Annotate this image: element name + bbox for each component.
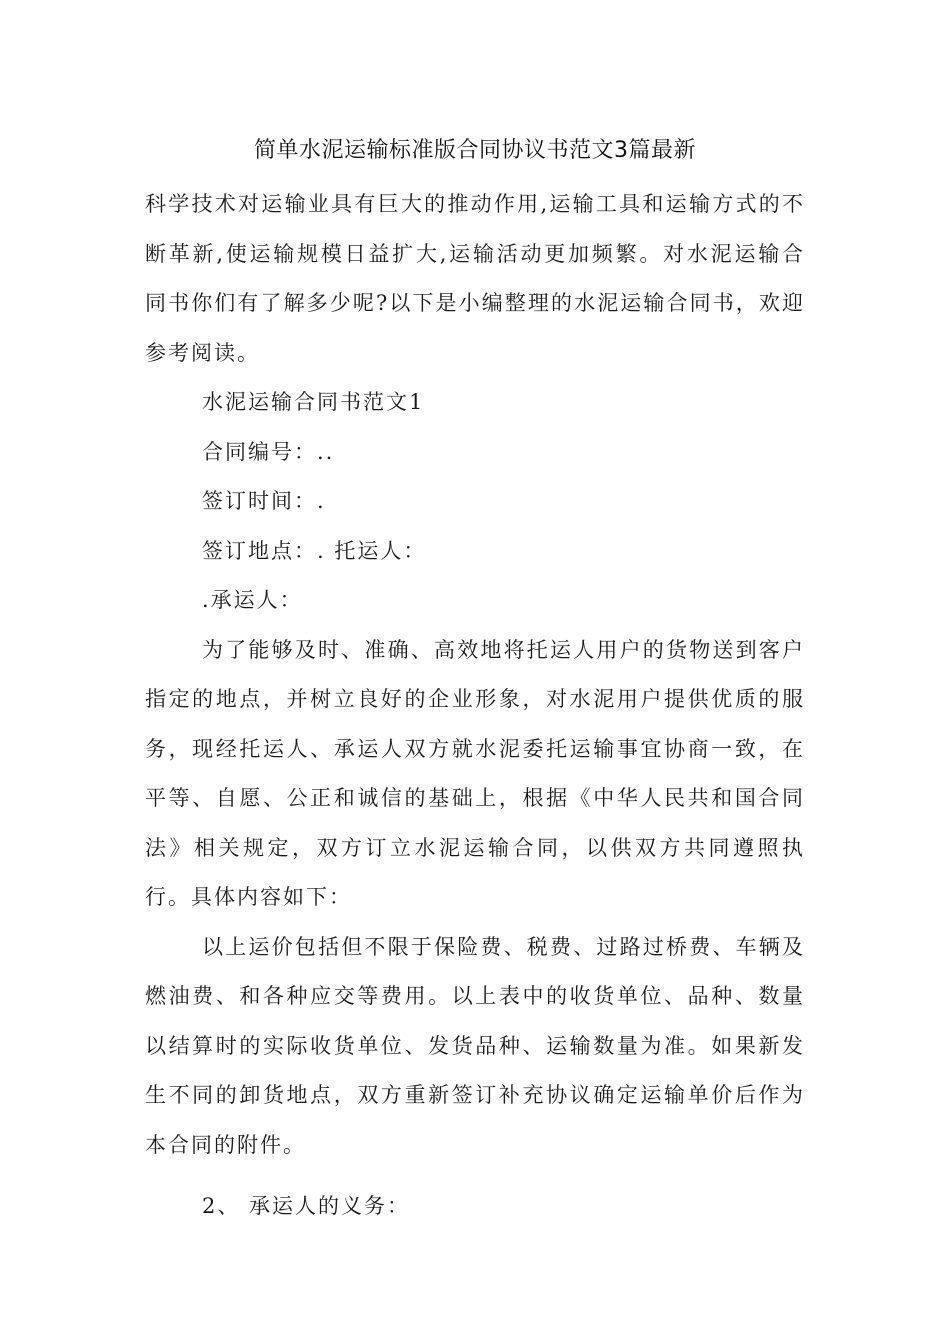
carrier-line: .承运人： (202, 588, 303, 612)
pricing-paragraph: 以上运价包括但不限于保险费、税费、过路过桥费、车辆及燃油费、和各种应交等费用。以上表中的收货单位、品种、数量以结算时的实际收货单位、发货品种、运输数量为准。如果新发生不同的卸货地点，双方重新签订补充协议确定运输单价后作为本合同的附件。 (145, 934, 805, 1157)
signing-place-line: 签订地点：. 托运人： (202, 538, 427, 563)
contract-number-line: 合同编号：.. (202, 439, 335, 464)
document-body (145, 180, 805, 1232)
purpose-paragraph: 为了能够及时、准确、高效地将托运人用户的货物送到客户指定的地点，并树立良好的企业形象，对水泥用户提供优质的服务，现经托运人、承运人双方就水泥委托运输事宜协商一致，在平等、自愿、公正和诚信的基础上，根据《中华人民共和国合同法》相关规定，双方订立水泥运输合同，以供双方共同遵照执行。具体内容如下： (145, 637, 805, 909)
carrier-obligations-heading: 2、 承运人的义务： (202, 1194, 411, 1218)
section-heading: 水泥运输合同书范文1 (202, 390, 425, 414)
intro-paragraph: 科学技术对运输业具有巨大的推动作用,运输工具和运输方式的不断革新,使运输规模日益扩大,运输活动更加频繁。对水泥运输合同书你们有了解多少呢?以下是小编整理的水泥运输合同书，欢迎参考阅读。 (145, 192, 805, 365)
document-title: 简单水泥运输标准版合同协议书范文3篇最新 (254, 138, 696, 163)
signing-time-line: 签订时间：. (202, 489, 326, 513)
